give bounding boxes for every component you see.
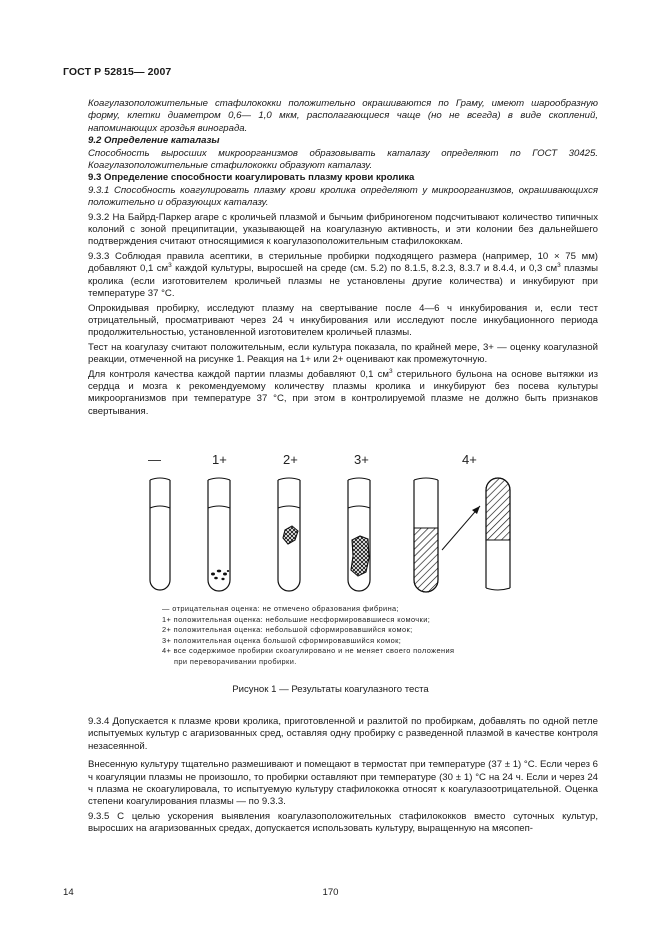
heading-9-2: 9.2 Определение каталазы xyxy=(88,135,220,147)
body-section-1 xyxy=(88,98,598,418)
legend-line: — отрицательная оценка: не отмечено образования фибрина; xyxy=(162,604,400,613)
paragraph-gram-stain-text: Коагулазоположительные стафилококки положительно окрашиваются по Граму, имеют шарообразную форму, клетки диаметром 0,6— 1,0 мкм, располагающиеся чаще (но не всегда) в виде скоплений, напоминающих гроздья винограда. xyxy=(88,98,598,134)
paragraph-9-3-3 xyxy=(88,251,598,301)
heading-9-3: 9.3 Определение способности коагулировать плазму крови кролика xyxy=(88,172,415,184)
paragraph-test-positive: Тест на коагулазу считают положительным, если культура показала, по крайней мере, 3+ — оценку коагулазной реакции, отмеченной на рисунке 1. Реакция на 1+ или 2+ оценивают как промежуточную. xyxy=(88,341,598,366)
paragraph-incubation: Внесенную культуру тщательно размешивают и помещают в термостат при температуре (37 ± 1) °С. Если через 6 ч коагуляции плазмы не произошло, то пробирки оставляют при температуре (30 ± 1) °С на 24 ч. Если и через 24 ч плазма не скоагулировала, то испытуемую культуру стафилококка относят к коагулазоотрицательной. Оценка степени коагулирования плазмы — по 9.3.3. xyxy=(88,759,598,808)
body-section-2 xyxy=(88,716,598,836)
page-number-global: 170 xyxy=(322,887,339,898)
superscript-3b: 3 xyxy=(557,262,561,270)
tube-label-1-plus: 1+ xyxy=(212,452,227,467)
tube-4-plus-inverted xyxy=(486,478,510,590)
pctrl-part-a: Для контроля качества каждой партии плазмы добавляют 0,1 см xyxy=(88,368,389,380)
legend-line: 2+ положительная оценка: небольшой сформировавшийся комок; xyxy=(162,625,413,635)
paragraph-9-3-1: 9.3.1 Способность коагулировать плазму крови кролика определяют у микроорганизмов, окрашивающихся положительно и образующих каталазу. xyxy=(88,184,598,209)
tube-1-plus xyxy=(208,478,230,591)
p933-part-b: каждой культуры, выросшей на среде (см. 5.2) по 8.1.5, 8.2.3, 8.3.7 и 8.4.4, и 0,3 см xyxy=(171,263,558,275)
p933-part-a: 9.3.3 Соблюдая правила асептики, в стерильные пробирки подходящего размера (например, 10 × 75 мм) добавляют 0,1 см xyxy=(88,250,598,275)
figure-caption: Рисунок 1 — Результаты коагулазного теста xyxy=(232,684,429,695)
paragraph-gram-stain xyxy=(88,98,598,135)
tube-2-plus xyxy=(278,478,300,591)
coagulase-test-figure xyxy=(120,440,540,600)
superscript-3a: 3 xyxy=(168,262,172,270)
paragraph-9-3-5: 9.3.5 С целью ускорения выявления коагулазоположительных стафилококков вместо суточных культур, выросших на агаризованных средах, допускается использовать культуру, выращенную на мясопеп- xyxy=(88,810,598,835)
paragraph-9-3-4: 9.3.4 Допускается к плазме крови кролика, приготовленной и разлитой по пробиркам, добавлять по одной петле испытуемых культур с агаризованных сред, оставляя одну пробирку с разведенной плазмой в качестве контроля незасеянной. xyxy=(88,716,598,752)
tube-label-4-plus: 4+ xyxy=(462,452,477,467)
tube-label-2-plus: 2+ xyxy=(283,452,298,467)
paragraph-quality-control xyxy=(88,369,598,419)
figure-legend xyxy=(162,604,454,668)
document-header: ГОСТ Р 52815— 2007 xyxy=(63,66,172,78)
legend-line: 4+ все содержимое пробирки скоагулировано и не меняет своего положения xyxy=(162,646,455,656)
paragraph-inversion: Опрокидывая пробирку, исследуют плазму на свертывание после 4—6 ч инкубирования и, если тест отрицательный, просматривают через 24 ч инкубирования или исследуют после инкубационного периода продолжительностью, установленной изготовителем кроличьей плазмы. xyxy=(88,302,598,339)
p933-part-c: плазмы кролика (если изготовителем кроличьей плазмы не установлены другие количества) и инкубируют при температуре 37 °С. xyxy=(88,263,599,300)
legend-line: при переворачивании пробирки. xyxy=(174,656,297,666)
tube-label-negative: — xyxy=(148,452,161,467)
tube-4-plus-upright xyxy=(414,478,438,592)
inversion-arrow xyxy=(442,506,480,550)
pctrl-part-b: стерильного бульона на основе вытяжки из сердца и мозга к рекомендуемому количеству плазмы кролика и инкубируют без посева культуры микроорганизмов при температуре 37 °С, при этом в контролируемой плазме не должно быть признаков свертывания. xyxy=(88,368,598,417)
page-number-local: 14 xyxy=(63,887,74,898)
paragraph-9-3-2: 9.3.2 На Байрд-Паркер агаре с кроличьей плазмой и бычьим фибриногеном подсчитывают количество типичных колоний с зоной преципитации, указывающей на коагулазную активность, и эти колонии без дальнейшего подтверждения считают относящимися к коагулазоположительным стафилококкам. xyxy=(88,211,598,248)
legend-line: 3+ положительная оценка большой сформировавшийся комок; xyxy=(162,635,402,645)
superscript-3c: 3 xyxy=(388,367,393,375)
tube-3-plus xyxy=(348,478,370,591)
paragraph-catalase: Способность выросших микроорганизмов образовывать каталазу определяют по ГОСТ 30425. Коагулазоположительные стафилококки образуют каталазу. xyxy=(88,147,598,172)
tube-label-3-plus: 3+ xyxy=(354,452,369,467)
tube-negative xyxy=(150,478,170,590)
legend-line: 1+ положительная оценка: небольшие несформировавшиеся комочки; xyxy=(162,614,431,624)
